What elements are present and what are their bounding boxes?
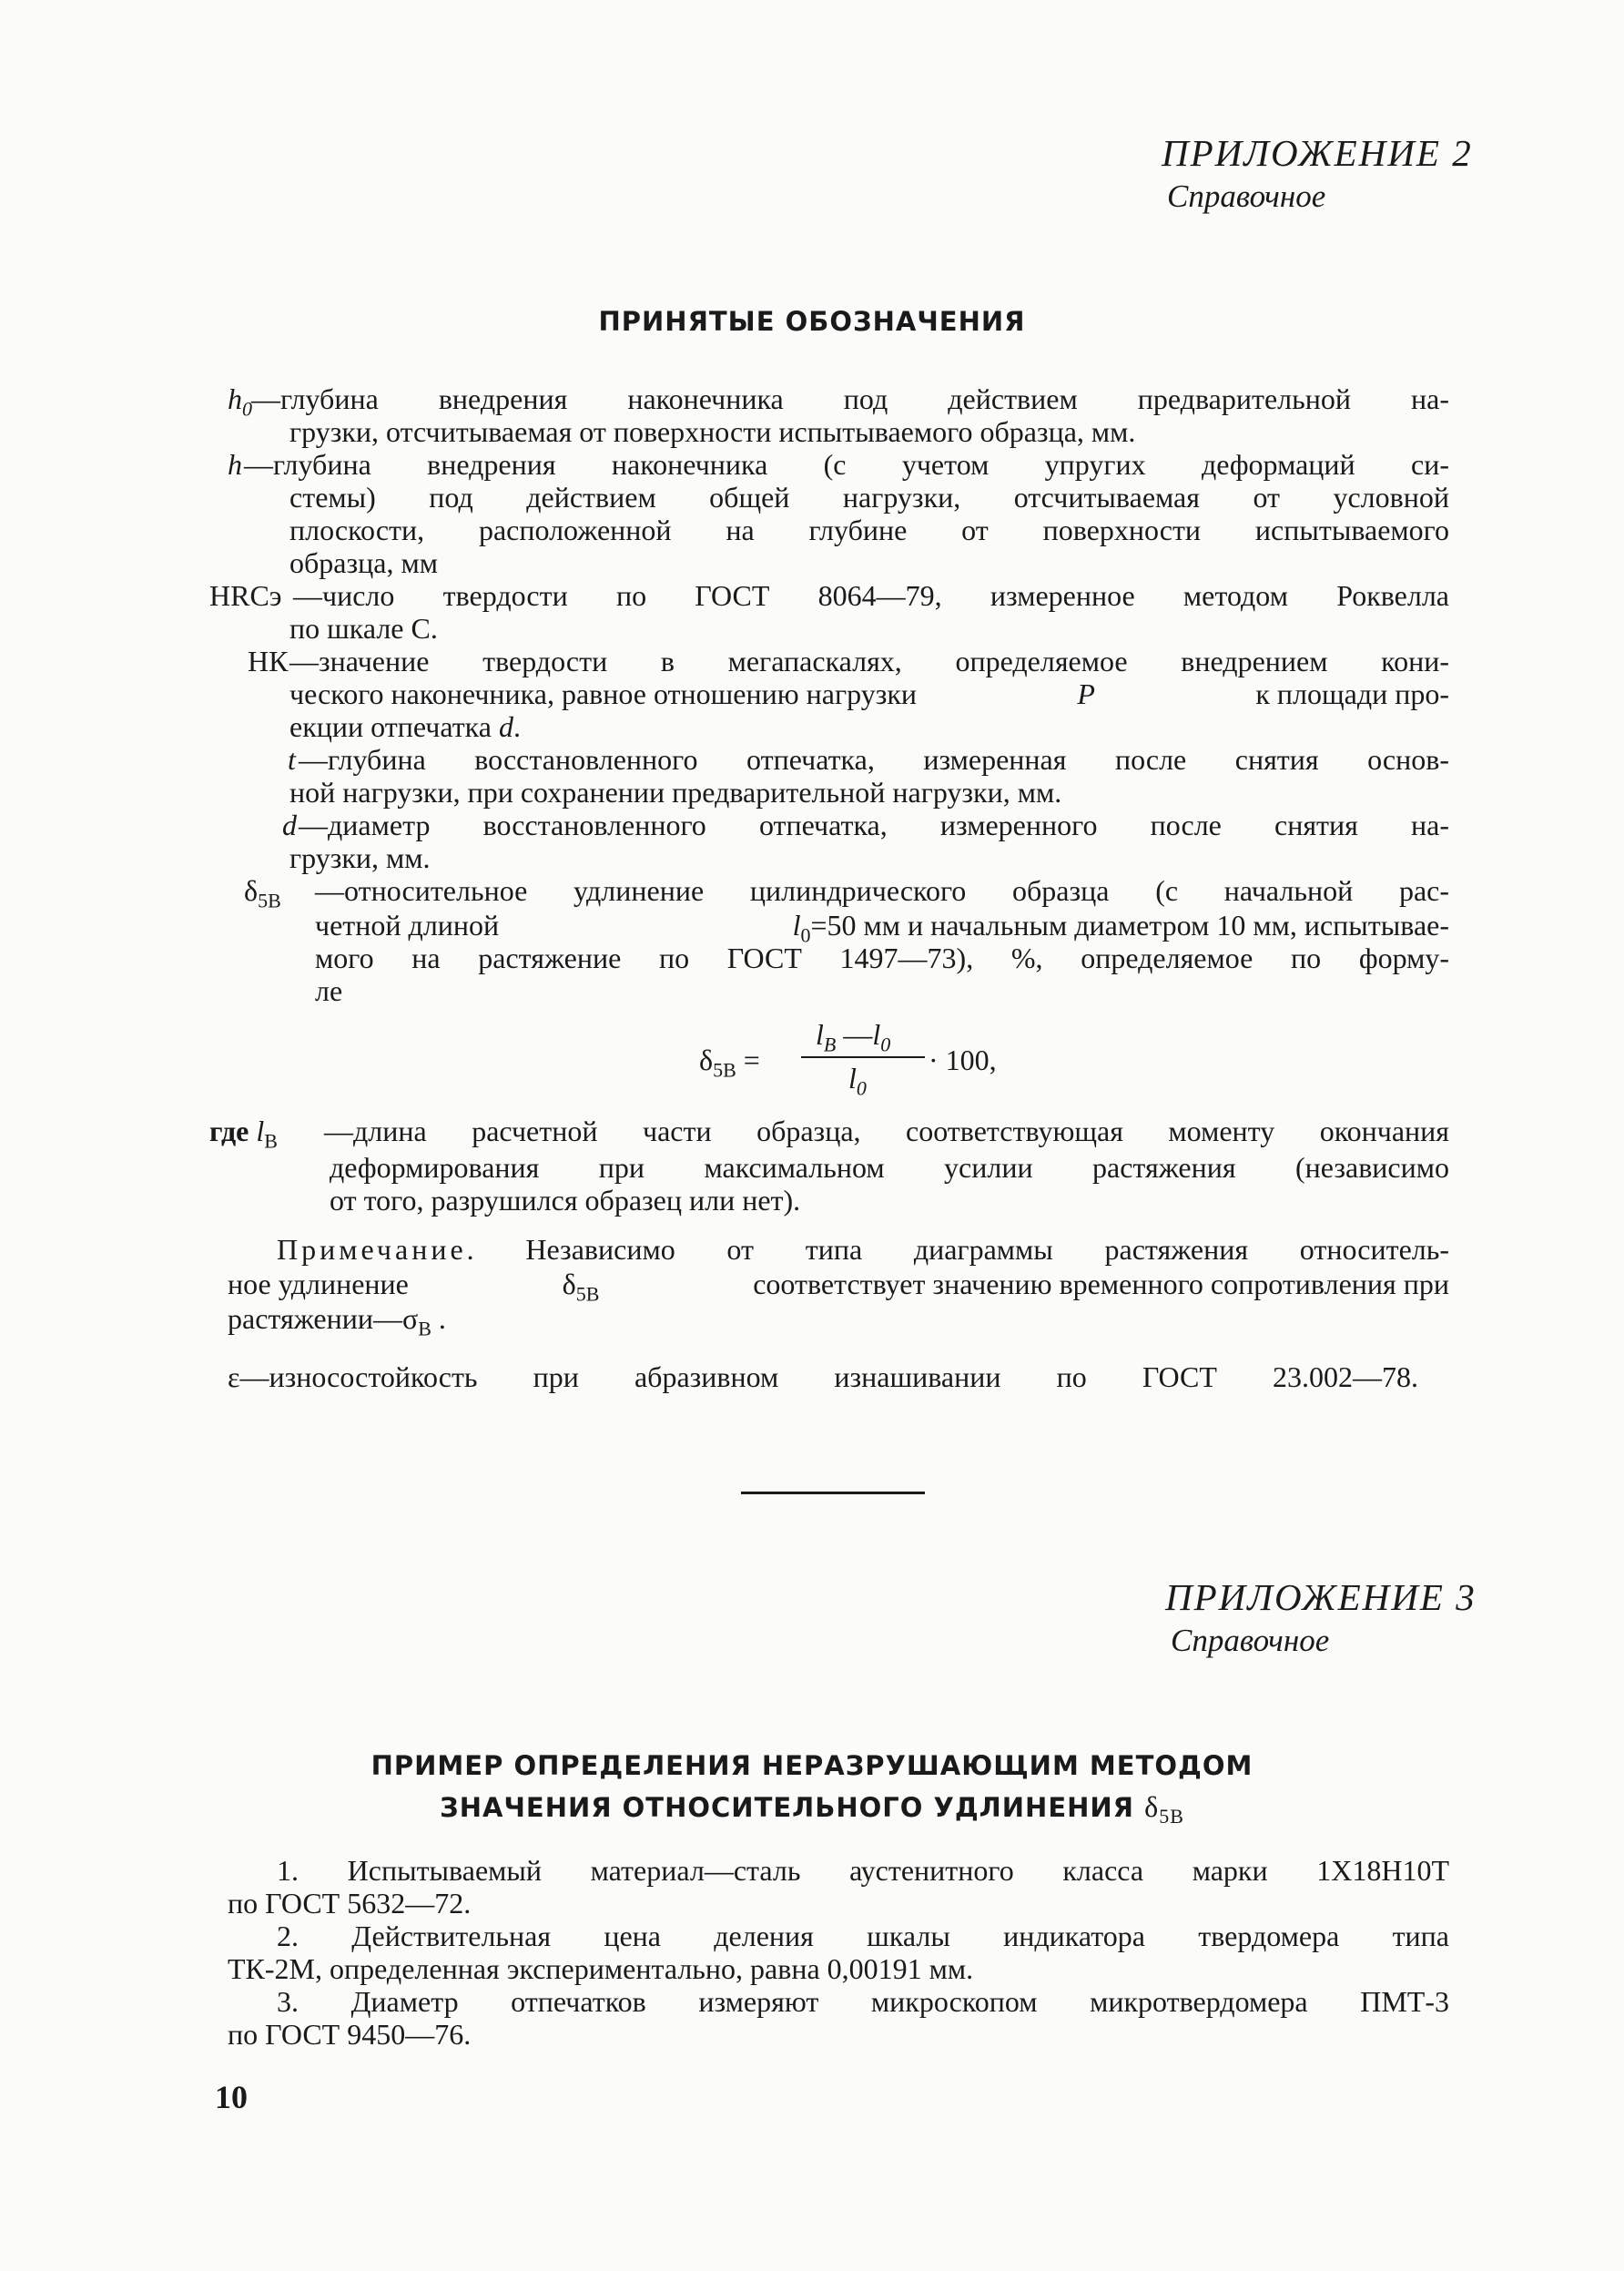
section-divider — [741, 1492, 925, 1494]
formula-times-100: · 100, — [929, 1044, 997, 1076]
def-d-symbol: d — [282, 809, 297, 841]
note-line-1: Примечание . Независимо от типа диаграммы растяжения относитель- — [277, 1233, 1449, 1266]
note-line-3: $растяжении—\sigma_В$ . — [228, 1302, 446, 1340]
def-h-symbol: h — [228, 448, 242, 481]
appendix-3-subtitle: Справочное — [1171, 1623, 1330, 1658]
appendix-2-subtitle: Справочное — [1167, 178, 1326, 214]
def-h0-line-1: —глубина внедрения наконечника под действием предварительной на- — [251, 382, 1449, 415]
appendix-2-title: ПРИЛОЖЕНИЕ 2 — [1162, 132, 1473, 174]
item-3-line-1: 3. Диаметр отпечатков измеряют микроскопом микротвердомера ПМТ-3 — [277, 1985, 1449, 2018]
def-hk-symbol: НК — [248, 645, 289, 677]
def-d-line-1: —диаметр восстановленного отпечатка, измеренного после снятия на- — [299, 809, 1449, 841]
note-label: Примечание — [277, 1233, 467, 1266]
def-h-line-1: —глубина внедрения наконечника (с учетом упругих деформаций си- — [244, 448, 1449, 481]
def-t-line-2: ной нагрузки, при сохранении предварительной нагрузки, мм. — [289, 776, 1062, 809]
def-hrc-symbol: HRCэ — [209, 579, 282, 612]
where-label: где $l_В$ — [209, 1115, 278, 1153]
def-delta-line-3: мого на растяжение по ГОСТ 1497—73), %, определяемое по форму- — [315, 942, 1449, 974]
def-hrc-line-1: —число твердости по ГОСТ 8064—79, измеренное методом Роквелла — [293, 579, 1449, 612]
def-h-line-2: стемы) под действием общей нагрузки, отсчитываемая от условной — [289, 481, 1449, 514]
formula-denominator: $l_0$ — [848, 1062, 867, 1100]
where-line-1: —длина расчетной части образца, соответствующая моменту окончания — [324, 1115, 1449, 1147]
item-1-line-1: 1. Испытываемый материал—сталь аустенитного класса марки 1Х18Н10Т — [277, 1854, 1449, 1887]
formula-lhs: $\delta_{5В}$ = — [699, 1044, 760, 1082]
page-number: 10 — [215, 2079, 248, 2115]
def-hk-line-1: —значение твердости в мегапаскалях, определяемое внедрением кони- — [289, 645, 1449, 677]
formula-fraction-bar — [801, 1056, 925, 1058]
where-line-2: деформирования при максимальном усилии растяжения (независимо — [330, 1151, 1449, 1184]
appendix-2-heading: ПРИНЯТЫЕ ОБОЗНАЧЕНИЯ — [598, 306, 1026, 337]
def-delta-line-4: ле — [315, 974, 343, 1007]
def-hk-line-2: ческого наконечника, равное отношению нагрузки P к площади про- — [289, 677, 1449, 710]
def-hk-line-3: екции отпечатка d. — [289, 710, 521, 743]
def-t-line-1: —глубина восстановленного отпечатка, измеренная после снятия основ- — [299, 743, 1449, 776]
def-delta-line-2: четной длиной $l_0=50$ мм и начальным диаметром 10 мм, испытывае- — [315, 909, 1449, 947]
appendix-3-heading-line-1: ПРИМЕР ОПРЕДЕЛЕНИЯ НЕРАЗРУШАЮЩИМ МЕТОДОМ — [370, 1750, 1254, 1781]
appendix-3-title: ПРИЛОЖЕНИЕ 3 — [1165, 1576, 1477, 1618]
def-hk-P: P — [1077, 677, 1095, 710]
where-line-3: от того, разрушился образец или нет). — [330, 1184, 801, 1217]
appendix-3-heading-line-2: ЗНАЧЕНИЯ ОТНОСИТЕЛЬНОГО УДЛИНЕНИЯ $\delta_{5В}$ — [440, 1790, 1184, 1828]
formula-numerator: $l_В$ $—l_0$ — [816, 1018, 891, 1056]
def-h-line-3: плоскости, расположенной на глубине от поверхности испытываемого — [289, 514, 1449, 546]
note-line-2: ное удлинение $\delta_{5В}$ соответствует значению временного сопротивления при — [228, 1268, 1449, 1306]
def-h-line-4: образца, мм — [289, 546, 438, 579]
def-d-line-2: грузки, мм. — [289, 841, 431, 874]
def-delta-line-1: —относительное удлинение цилиндрического образца (с начальной рас- — [315, 874, 1449, 907]
item-3-line-2: по ГОСТ 9450—76. — [228, 2018, 472, 2051]
item-2-line-1: 2. Действительная цена деления шкалы индикатора твердомера типа — [277, 1920, 1449, 1952]
def-delta-symbol: $\delta_{5В}$ — [244, 874, 281, 912]
def-hrc-line-2: по шкале С. — [289, 612, 438, 645]
def-h0-line-2: грузки, отсчитываемая от поверхности испытываемого образца, мм. — [289, 415, 1136, 448]
def-t-symbol: t — [288, 743, 296, 776]
def-h0-symbol: $h_0$ — [228, 382, 252, 421]
item-1-line-2: по ГОСТ 5632—72. — [228, 1887, 472, 1920]
epsilon-line: ε—износостойкость при абразивном изнашивании по ГОСТ 23.002—78. — [228, 1360, 1418, 1393]
item-2-line-2: ТК-2М, определенная экспериментально, равна 0,00191 мм. — [228, 1952, 974, 1985]
